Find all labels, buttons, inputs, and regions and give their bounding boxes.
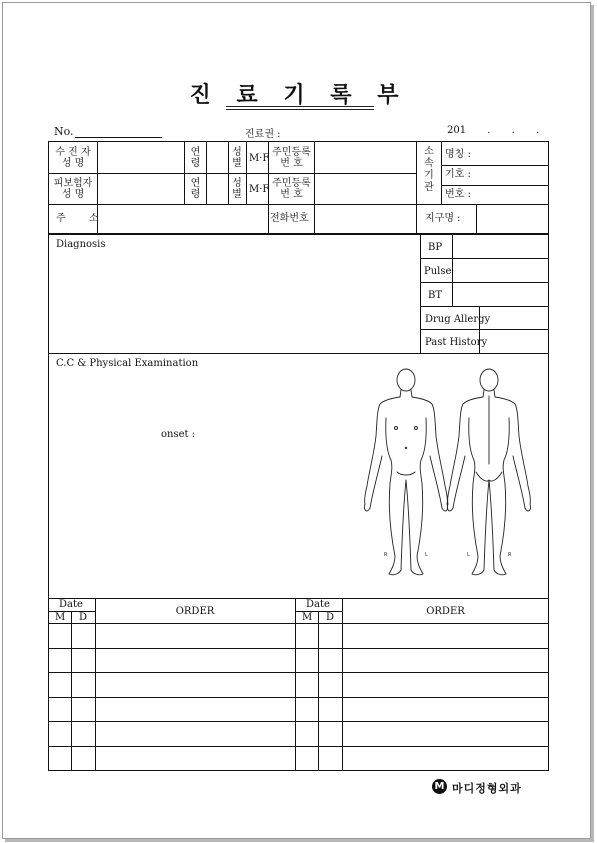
rule bbox=[48, 204, 549, 205]
front-body-figure bbox=[364, 369, 447, 575]
ticket-label: 진료권 : bbox=[245, 129, 281, 140]
recipient-name-label: 수 진 자 성 명 bbox=[55, 147, 91, 169]
back-left-marker: L bbox=[467, 552, 470, 558]
diagnosis-label: Diagnosis bbox=[56, 239, 106, 250]
district-label: 지구명 : bbox=[425, 213, 461, 224]
rule bbox=[246, 141, 247, 204]
rule bbox=[48, 623, 549, 624]
form-title: 진 료 기 록 부 bbox=[189, 82, 408, 108]
order-day-header-right: D bbox=[326, 612, 335, 623]
rule bbox=[441, 185, 549, 186]
bt-label: BT bbox=[428, 290, 443, 301]
rule bbox=[441, 165, 549, 166]
age-label-2: 연 령 bbox=[190, 178, 201, 200]
address-label: 주 소 bbox=[56, 213, 99, 224]
age-label-1: 연 령 bbox=[190, 147, 201, 169]
cc-exam-label: C.C & Physical Examination bbox=[56, 358, 199, 369]
title-underline-2 bbox=[226, 109, 374, 110]
order-month-header-left: M bbox=[55, 612, 66, 623]
rule bbox=[420, 282, 549, 283]
rule bbox=[342, 598, 343, 771]
title-underline bbox=[226, 106, 374, 107]
rule bbox=[206, 141, 207, 204]
rule bbox=[318, 611, 319, 771]
body-diagram bbox=[355, 360, 535, 590]
phone-label: 전화번호 bbox=[270, 213, 309, 224]
rule bbox=[71, 611, 72, 771]
back-right-marker: R bbox=[508, 552, 512, 558]
rule bbox=[420, 306, 549, 307]
rule bbox=[48, 173, 416, 174]
order-date-header-right: Date bbox=[306, 599, 330, 610]
past-history-label: Past History bbox=[425, 337, 488, 348]
rule bbox=[48, 648, 549, 649]
sex-mf-option-1: M·F bbox=[249, 153, 270, 164]
rule bbox=[314, 141, 315, 234]
order-date-header-left: Date bbox=[59, 599, 83, 610]
rule bbox=[48, 598, 549, 599]
rule bbox=[48, 353, 549, 354]
rule bbox=[48, 746, 549, 747]
rule bbox=[48, 697, 549, 698]
rule bbox=[95, 598, 96, 771]
sex-label-2: 성 별 bbox=[232, 178, 242, 200]
front-left-marker: L bbox=[425, 552, 428, 558]
drug-allergy-label: Drug Allergy bbox=[425, 314, 491, 325]
sex-mf-option-2: M·F bbox=[249, 184, 270, 195]
org-code-label: 기호 : bbox=[445, 169, 471, 180]
rule bbox=[420, 234, 421, 353]
order-header-right: ORDER bbox=[426, 606, 465, 617]
rrn-label-2: 주민등록 번 호 bbox=[272, 178, 311, 200]
record-date: 201 . . . bbox=[447, 125, 540, 136]
clinic-name: 마디정형외과 bbox=[452, 782, 522, 795]
org-name-label: 명칭 : bbox=[445, 149, 471, 160]
onset-label: onset : bbox=[161, 429, 196, 440]
clinic-logo: M bbox=[432, 779, 447, 794]
bp-label: BP bbox=[428, 242, 443, 253]
order-header-left: ORDER bbox=[175, 606, 215, 617]
rule bbox=[48, 721, 549, 722]
rule bbox=[295, 598, 296, 771]
rule bbox=[420, 258, 549, 259]
rule bbox=[184, 141, 185, 204]
back-body-figure bbox=[447, 369, 530, 575]
front-right-marker: R bbox=[384, 552, 388, 558]
rule bbox=[452, 234, 453, 306]
record-no-label: No. bbox=[54, 125, 74, 138]
pulse-label: Pulse bbox=[424, 266, 452, 277]
rule bbox=[476, 204, 477, 234]
rule bbox=[48, 672, 549, 673]
order-month-header-right: M bbox=[302, 612, 313, 623]
rule bbox=[420, 329, 549, 330]
rrn-label-1: 주민등록 번 호 bbox=[272, 147, 311, 169]
sex-label-1: 성 별 bbox=[232, 147, 242, 169]
rule bbox=[441, 141, 442, 204]
org-label: 소속기관 bbox=[424, 146, 434, 193]
rule bbox=[416, 141, 417, 234]
insured-name-label: 피보험자 성 명 bbox=[53, 178, 93, 200]
record-no-line bbox=[75, 137, 162, 138]
order-day-header-left: D bbox=[79, 612, 88, 623]
org-number-label: 번호 : bbox=[445, 189, 471, 200]
